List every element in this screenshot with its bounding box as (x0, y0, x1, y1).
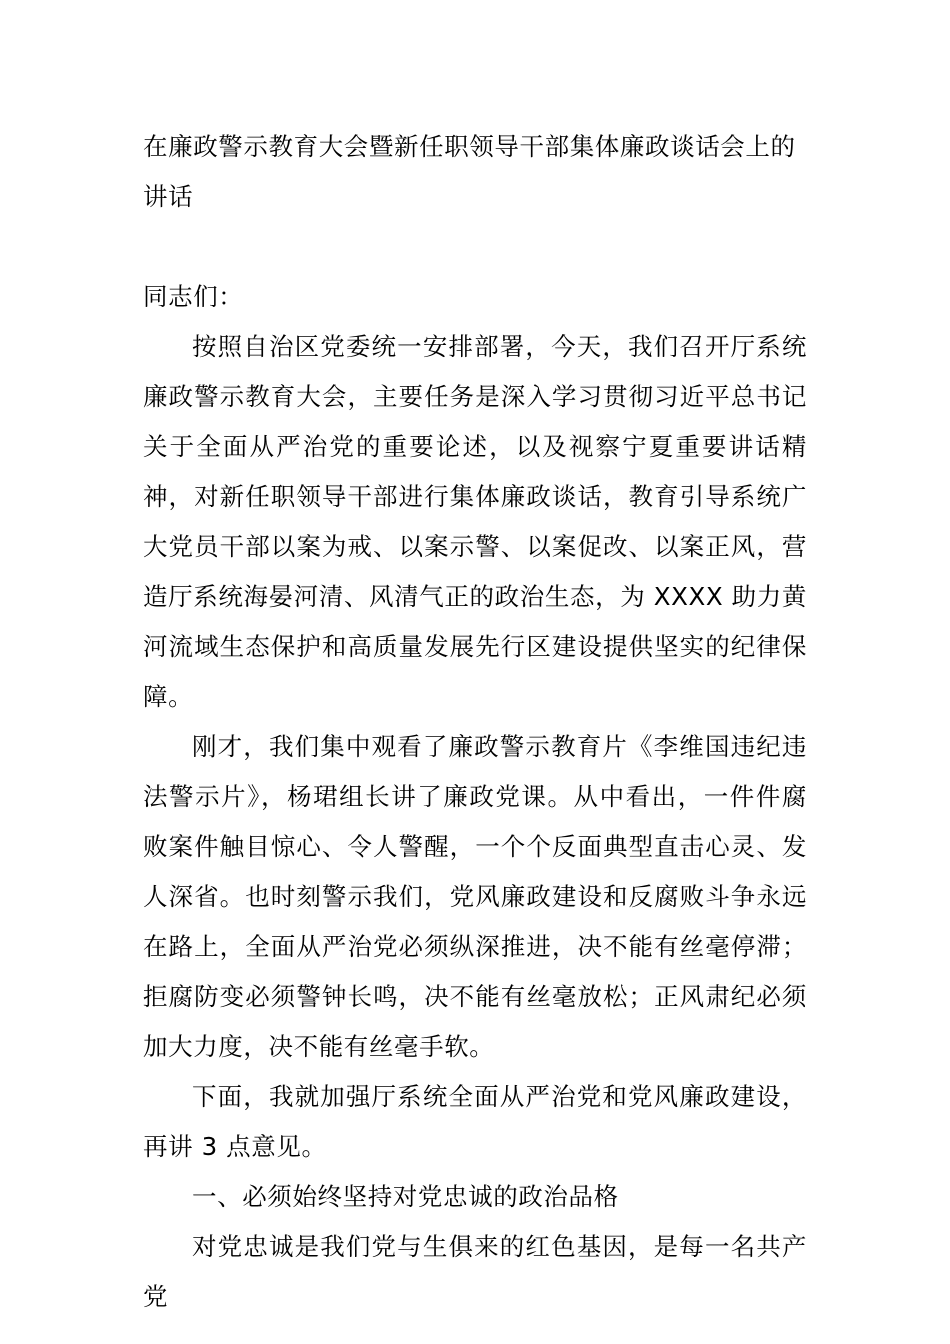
paragraph-intro: 按照自治区党委统一安排部署，今天，我们召开厅系统廉政警示教育大会，主要任务是深入学习贯彻习近平总书记关于全面从严治党的重要论述，以及视察宁夏重要讲话精神，对新任职领导干部进行集体廉政谈话，教育引导系统广大党员干部以案为戒、以案示警、以案促改、以案正风，营造厅系统海晏河清、风清气正的政治生态，为 XXXX 助力黄河流域生态保护和高质量发展先行区建设提供坚实的纪律保障。 (143, 332, 807, 711)
section-heading-1: 一、必须始终坚持对党忠诚的政治品格 (192, 1182, 619, 1211)
paragraph-three-points: 下面，我就加强厅系统全面从严治党和党风廉政建设，再讲 3 点意见。 (143, 1082, 807, 1161)
salutation: 同志们： (143, 282, 244, 311)
document-title: 在廉政警示教育大会暨新任职领导干部集体廉政谈话会上的讲话 (143, 132, 796, 211)
document-page (143, 122, 807, 1322)
paragraph-warning-film: 刚才，我们集中观看了廉政警示教育片《李维国违纪违法警示片》，杨珺组长讲了廉政党课。从中看出，一件件腐败案件触目惊心、令人警醒，一个个反面典型直击心灵、发人深省。也时刻警示我们，党风廉政建设和反腐败斗争永远在路上，全面从严治党必须纵深推进，决不能有丝毫停滞；拒腐防变必须警钟长鸣，决不能有丝毫放松；正风肃纪必须加大力度，决不能有丝毫手软。 (143, 732, 807, 1061)
paragraph-loyalty: 对党忠诚是我们党与生俱来的红色基因，是每一名共产党 (143, 1232, 807, 1311)
